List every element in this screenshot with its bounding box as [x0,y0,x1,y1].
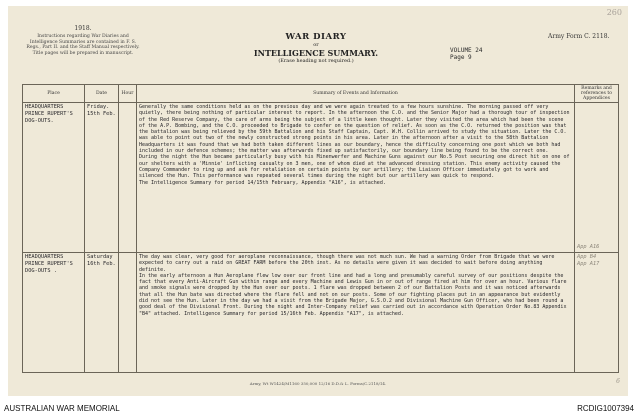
diary-entry [23,103,619,253]
title-intelligence-summary: INTELLIGENCE SUMMARY. [253,48,379,58]
entry-place: HEADQUARTERS PRINCE RUPERT'S DOG-OUTS . [23,253,85,373]
col-place: Place [23,85,85,103]
volume-label: VOLUME 24 [450,47,483,54]
entry-place: HEADQUARTERS PRINCE RUPERT'S DOG-OUTS. [23,103,85,253]
instructions-block [24,25,142,56]
entry-hour [119,253,137,373]
volume-page [450,47,483,61]
archive-caption-bar [0,400,640,419]
entry-remarks: App B4 App A17 [575,253,619,373]
army-form-label: Army Form C. 2118. [548,33,610,40]
form-print-line: Army, Wt W1424/M1160 350,000 12/16 D.D.& L. Forms/C.2118/14. [249,381,387,386]
page-label: Page 9 [450,54,472,61]
corner-number: 260 [606,8,622,17]
title-erase-note: (Erase heading not required.) [278,58,354,64]
col-summary: Summary of Events and Information [137,85,575,103]
archive-record-id: RCDIG1007394 [577,404,634,413]
entry-date: Friday. 15th Feb. [85,103,119,253]
entry-date: Saturday 16th Feb. [85,253,119,373]
entry-summary: Generally the same conditions held as on the previous day and we were again treated to a few hours sunshine. The morning passed off very quietly, there being nothing of particular interest to report. In the afternoon the C.O. and the Senior Major had a thorough tour of inspection of the Red Reserve Company, the care of arms being the subject of a little keen thought. Later they visited the area which had been the scene of the A.P. Bombing, and the C.O. proceeded to Brigade to confer on the question of relief. As soon as the C.O. returned the position was that the battalion was being relieved by the 59th Battalion and his Staff Captain, Capt. W.H. Collin arrived to study the situation. Later the C.O. was able to point out two of the newly constructed strong points in his area. Later in the afternoon after a visit to the 58th Battalion Headquarters it was found that we had both taken different lines as our boundary, hence the difficulty concerning one post which we both had included in our defence schemes; the matter was afterwards fixed up satisfactorily, our boundary line being found to be the correct one. During the night the Hun became particularly busy with his Minenwerfer and Machine Guns against our No.5 Post securing one direct hit on one of our shelters with a 'Minnie' inflicting casualty on 3 men, one of whom died at the advanced dressing station. This enemy activity caused the Company Commander to ring up and ask for retaliation on certain points by our artillery; the Liaison Officer immediately got to work and silenced the Hun. This performance was repeated several times during the night but our artillery was quick to respond. The Intelligence Summary for period 14/15th February, Appendix "A16", is attached. [137,103,575,253]
archive-name: AUSTRALIAN WAR MEMORIAL [4,404,120,413]
title-war-diary: WAR DIARY [285,32,347,42]
page-right-mark: 6 [616,378,620,385]
entry-summary: The day was clear, very good for aeroplane reconnaissance, though there was not much sun. We had a warning Order from Brigade that we were expected to carry out a raid on GREAT FARM before the 20th inst. As no details were given it was decided to wait before doing anything definite. In the early afternoon a Hun Aeroplane flew low over our front line and had a long and presumably careful survey of our positions despite the fact that every Anti-Aircraft Gun within range and every Machine and Lewis Gun in or out of range fired at him for over an hour. Various flare and smoke signals were dropped by the Hun over our posts. 1 flare was dropped between 2 of our Battalion Posts and it was noticed afterwards that all the Hun bate was directed where the flare fell and not on our posts. Some of our fighting places put in an appearance but evidently did not see the Hun. Later in the day we had a visit from the Brigade Major, G.S.O.2 and Divisional Machine Gun Officer, who had been round a good deal of the Divisional Front. During the night and Inter-Company relief was carried out in accordance with Operation Order No.83 Appendix "B4" attached. Intelligence Summary for period 15/16th Feb. Appendix "A17", is attached. [137,253,575,373]
document-title [246,32,386,64]
year-label: 1918. [74,25,92,32]
diary-table [22,84,619,373]
col-remarks: Remarks and references to Appendices [575,85,619,103]
col-date: Date [85,85,119,103]
diary-entry [23,253,619,373]
diary-sheet [8,6,628,396]
column-header-row [23,85,619,103]
entry-hour [119,103,137,253]
title-or: or [313,42,319,48]
col-hour: Hour [119,85,137,103]
instructions-text: Instructions regarding War Diaries and Intelligence Summaries are contained in F. S. Regs., Part II. and the Staff Manual respectively. Title pages will be prepared in manuscript. [26,34,140,56]
entry-remarks: App A16 [575,103,619,253]
